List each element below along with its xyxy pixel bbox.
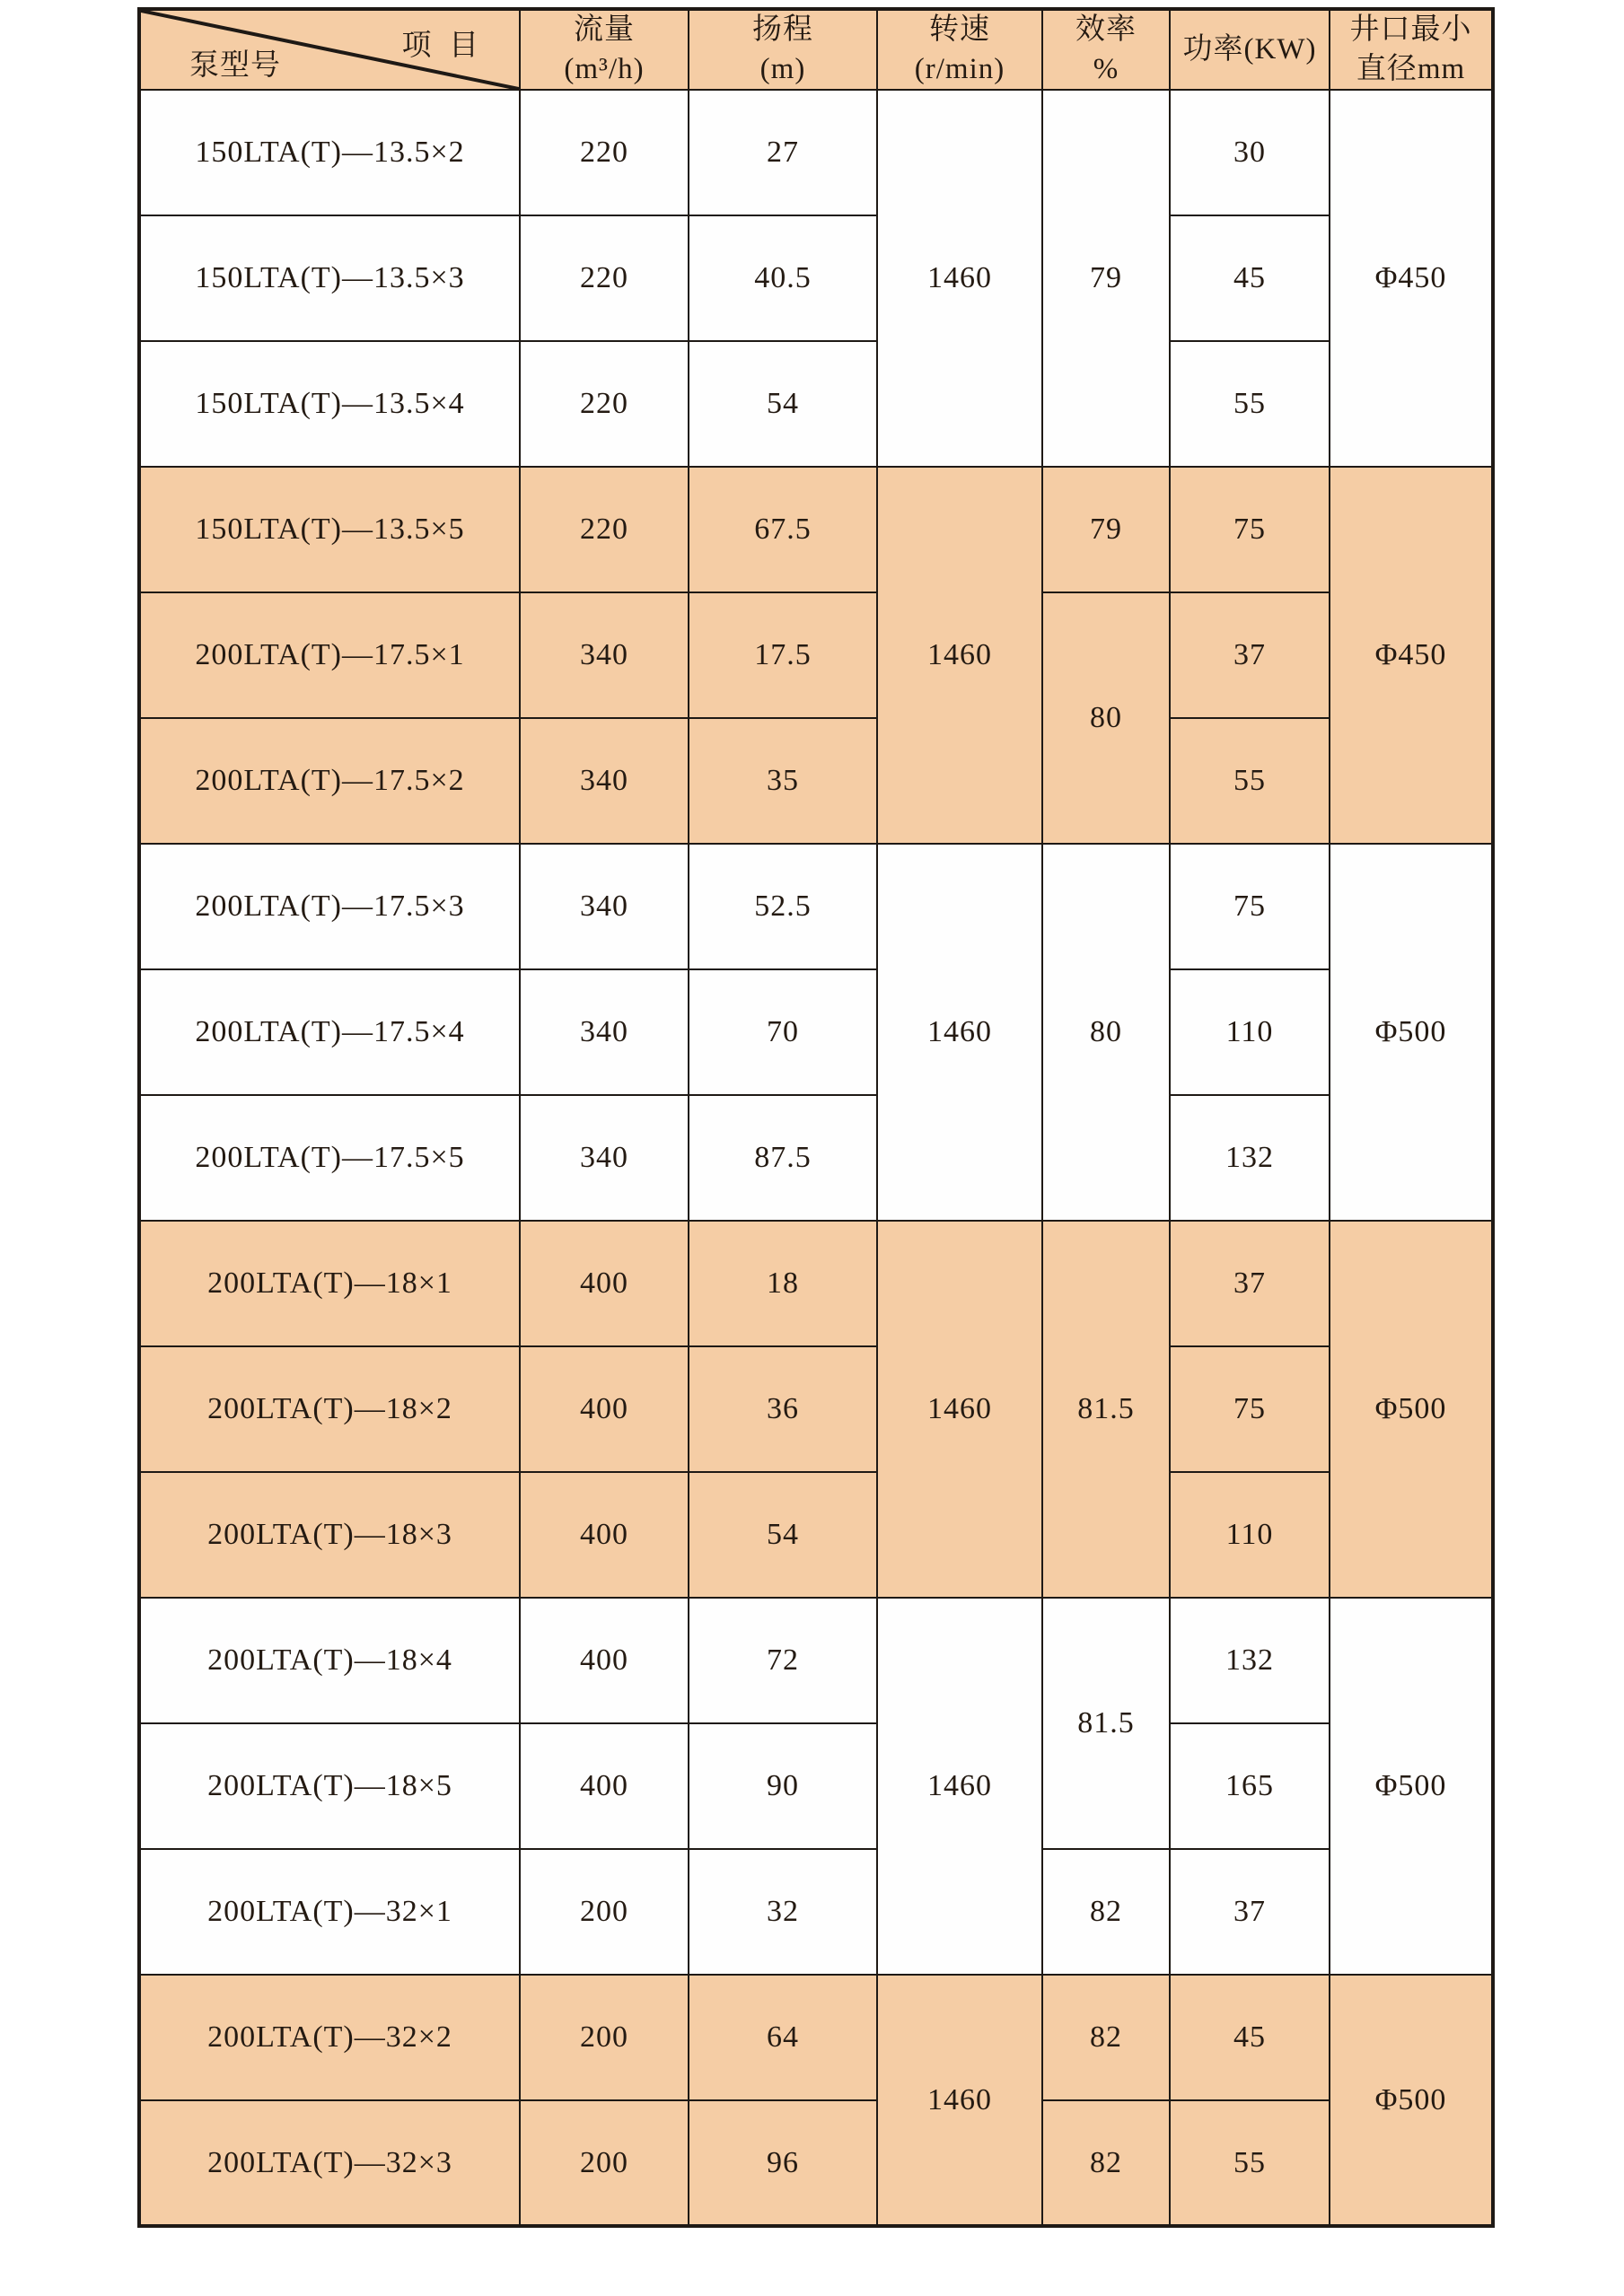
head-cell: 27 xyxy=(689,90,877,215)
head-cell: 90 xyxy=(689,1723,877,1849)
model-cell: 200LTA(T)—18×5 xyxy=(139,1723,520,1849)
table-row xyxy=(139,1095,1493,1221)
power-cell: 75 xyxy=(1170,1346,1330,1472)
head-cell: 87.5 xyxy=(689,1095,877,1221)
efficiency-title: 效率 xyxy=(1075,13,1137,46)
model-cell: 200LTA(T)—18×2 xyxy=(139,1346,520,1472)
pump-spec-table xyxy=(137,7,1495,2228)
head-cell: 96 xyxy=(689,2100,877,2226)
power-title: 功率(KW) xyxy=(1182,32,1317,66)
power-cell: 165 xyxy=(1170,1723,1330,1849)
flow-cell: 220 xyxy=(520,341,689,467)
power-cell: 132 xyxy=(1170,1598,1330,1723)
head-cell: 64 xyxy=(689,1975,877,2100)
speed-cell: 1460 xyxy=(877,1221,1042,1598)
power-cell: 110 xyxy=(1170,969,1330,1095)
corner-label-item: 项 目 xyxy=(401,30,479,62)
model-cell: 200LTA(T)—32×2 xyxy=(139,1975,520,2100)
col-header-efficiency xyxy=(1042,9,1170,90)
flow-unit: (m³/h) xyxy=(564,52,645,85)
flow-cell: 200 xyxy=(520,2100,689,2226)
head-cell: 70 xyxy=(689,969,877,1095)
table-row xyxy=(139,592,1493,718)
model-cell: 200LTA(T)—18×4 xyxy=(139,1598,520,1723)
model-cell: 200LTA(T)—18×3 xyxy=(139,1472,520,1598)
col-header-speed xyxy=(877,9,1042,90)
model-cell: 200LTA(T)—32×3 xyxy=(139,2100,520,2226)
model-cell: 200LTA(T)—17.5×5 xyxy=(139,1095,520,1221)
power-cell: 37 xyxy=(1170,1849,1330,1975)
table-row xyxy=(139,2100,1493,2226)
power-cell: 30 xyxy=(1170,90,1330,215)
corner-label-model: 泵型号 xyxy=(189,49,281,83)
flow-cell: 340 xyxy=(520,718,689,844)
head-cell: 54 xyxy=(689,1472,877,1598)
speed-cell: 1460 xyxy=(877,844,1042,1221)
flow-cell: 400 xyxy=(520,1472,689,1598)
well-diameter-cell: Φ500 xyxy=(1330,1975,1493,2226)
table-row xyxy=(139,1221,1493,1346)
efficiency-cell: 82 xyxy=(1042,1849,1170,1975)
table-row xyxy=(139,1346,1493,1472)
corner-header-cell xyxy=(139,9,520,90)
power-cell: 75 xyxy=(1170,844,1330,969)
head-cell: 54 xyxy=(689,341,877,467)
head-cell: 52.5 xyxy=(689,844,877,969)
speed-title: 转速 xyxy=(929,13,990,46)
efficiency-cell: 81.5 xyxy=(1042,1598,1170,1849)
table-row xyxy=(139,215,1493,341)
flow-cell: 220 xyxy=(520,90,689,215)
table-row xyxy=(139,1472,1493,1598)
head-cell: 35 xyxy=(689,718,877,844)
col-header-well-diameter xyxy=(1330,9,1493,90)
well-diameter-title: 井口最小 xyxy=(1349,13,1472,46)
flow-cell: 220 xyxy=(520,467,689,592)
flow-cell: 200 xyxy=(520,1975,689,2100)
well-diameter-cell: Φ500 xyxy=(1330,1598,1493,1975)
table-row xyxy=(139,1723,1493,1849)
table-row xyxy=(139,341,1493,467)
power-cell: 110 xyxy=(1170,1472,1330,1598)
speed-cell: 1460 xyxy=(877,90,1042,467)
flow-title: 流量 xyxy=(574,13,635,46)
col-header-head xyxy=(689,9,877,90)
power-cell: 45 xyxy=(1170,215,1330,341)
well-diameter-cell: Φ450 xyxy=(1330,467,1493,844)
efficiency-cell: 79 xyxy=(1042,467,1170,592)
model-cell: 200LTA(T)—17.5×4 xyxy=(139,969,520,1095)
col-header-flow xyxy=(520,9,689,90)
power-cell: 55 xyxy=(1170,341,1330,467)
table-row xyxy=(139,969,1493,1095)
well-diameter-cell: Φ450 xyxy=(1330,90,1493,467)
power-cell: 55 xyxy=(1170,718,1330,844)
efficiency-cell: 80 xyxy=(1042,844,1170,1221)
flow-cell: 220 xyxy=(520,215,689,341)
model-cell: 200LTA(T)—32×1 xyxy=(139,1849,520,1975)
model-cell: 150LTA(T)—13.5×5 xyxy=(139,467,520,592)
power-cell: 132 xyxy=(1170,1095,1330,1221)
model-cell: 150LTA(T)—13.5×2 xyxy=(139,90,520,215)
col-header-power xyxy=(1170,9,1330,90)
flow-cell: 340 xyxy=(520,592,689,718)
flow-cell: 400 xyxy=(520,1598,689,1723)
table-row xyxy=(139,467,1493,592)
efficiency-cell: 82 xyxy=(1042,1975,1170,2100)
well-diameter-cell: Φ500 xyxy=(1330,844,1493,1221)
power-cell: 37 xyxy=(1170,592,1330,718)
table-row xyxy=(139,1598,1493,1723)
speed-cell: 1460 xyxy=(877,1975,1042,2226)
model-cell: 200LTA(T)—17.5×2 xyxy=(139,718,520,844)
flow-cell: 340 xyxy=(520,844,689,969)
efficiency-cell: 80 xyxy=(1042,592,1170,844)
efficiency-cell: 82 xyxy=(1042,2100,1170,2226)
model-cell: 150LTA(T)—13.5×3 xyxy=(139,215,520,341)
flow-cell: 200 xyxy=(520,1849,689,1975)
flow-cell: 400 xyxy=(520,1221,689,1346)
head-unit: (m) xyxy=(759,52,806,85)
head-cell: 18 xyxy=(689,1221,877,1346)
head-cell: 67.5 xyxy=(689,467,877,592)
power-cell: 45 xyxy=(1170,1975,1330,2100)
table-row xyxy=(139,1975,1493,2100)
power-cell: 37 xyxy=(1170,1221,1330,1346)
head-cell: 32 xyxy=(689,1849,877,1975)
model-cell: 150LTA(T)—13.5×4 xyxy=(139,341,520,467)
efficiency-cell: 79 xyxy=(1042,90,1170,467)
table-row xyxy=(139,90,1493,215)
table-row xyxy=(139,844,1493,969)
header-row xyxy=(139,9,1493,90)
flow-cell: 340 xyxy=(520,1095,689,1221)
model-cell: 200LTA(T)—17.5×3 xyxy=(139,844,520,969)
table-row xyxy=(139,718,1493,844)
speed-unit: (r/min) xyxy=(914,52,1005,85)
well-diameter-unit: 直径mm xyxy=(1356,52,1466,85)
table-row xyxy=(139,1849,1493,1975)
power-cell: 55 xyxy=(1170,2100,1330,2226)
efficiency-cell: 81.5 xyxy=(1042,1221,1170,1598)
speed-cell: 1460 xyxy=(877,1598,1042,1975)
head-cell: 40.5 xyxy=(689,215,877,341)
head-cell: 72 xyxy=(689,1598,877,1723)
speed-cell: 1460 xyxy=(877,467,1042,844)
model-cell: 200LTA(T)—17.5×1 xyxy=(139,592,520,718)
flow-cell: 400 xyxy=(520,1346,689,1472)
head-cell: 36 xyxy=(689,1346,877,1472)
head-title: 扬程 xyxy=(752,13,813,46)
flow-cell: 400 xyxy=(520,1723,689,1849)
power-cell: 75 xyxy=(1170,467,1330,592)
head-cell: 17.5 xyxy=(689,592,877,718)
efficiency-unit: % xyxy=(1093,52,1119,85)
model-cell: 200LTA(T)—18×1 xyxy=(139,1221,520,1346)
well-diameter-cell: Φ500 xyxy=(1330,1221,1493,1598)
flow-cell: 340 xyxy=(520,969,689,1095)
